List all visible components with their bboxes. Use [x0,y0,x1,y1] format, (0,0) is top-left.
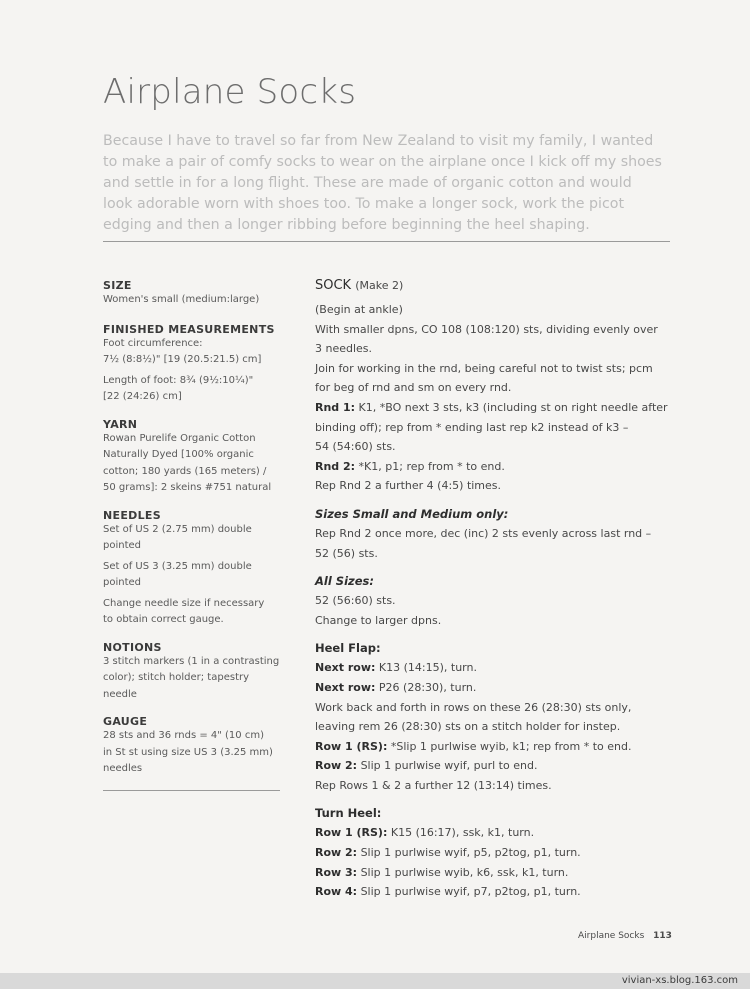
section-heading: FINISHED MEASUREMENTS [103,322,275,336]
section-heading: YARN [103,417,138,431]
spec-line: cotton; 180 yards (165 meters) / [103,465,267,477]
intro-paragraph [103,131,673,236]
divider [103,241,670,242]
instruction-line: (Begin at ankle) [315,303,403,316]
notions-section [103,641,283,704]
instruction-line: Change to larger dpns. [315,613,442,627]
instruction-line: Rep Rnd 2 once more, dec (inc) 2 sts evenly across last rnd – [315,526,652,540]
row-text: *K1, p1; rep from * to end. [355,459,505,473]
spec-line: 50 grams]: 2 skeins #751 natural [103,482,272,493]
row-label: Row 1 (RS): [315,739,388,753]
instruction-line: 52 (56:60) sts. [315,594,396,608]
intro-line: Because I have to travel so far from New Zealand to visit my family, I wanted [103,133,654,149]
subsection-heading: All Sizes: [315,574,374,589]
instruction-line: binding off); rep from * ending last rep k2 instead of k3 – [315,420,629,434]
instruction-line [315,882,675,902]
instruction-line [315,658,675,678]
running-title: Airplane Socks [578,931,645,941]
section-heading: SOCK [315,278,352,293]
instruction-line: Join for working in the rnd, being careful not to twist sts; pcm [315,361,653,375]
row-text: K1, *BO next 3 sts, k3 (including st on right needle after [355,400,668,414]
spec-line: [22 (24:26) cm] [103,391,182,402]
row-label: Next row: [315,680,376,694]
row-text: *Slip 1 purlwise wyib, k1; rep from * to end. [387,739,632,753]
row-label: Row 3: [315,865,358,879]
spec-line: 7½ (8:8½)" [19 (20.5:21.5) cm] [103,354,262,365]
row-text: Slip 1 purlwise wyif, p5, p2tog, p1, turn. [357,846,581,860]
section-heading: NEEDLES [103,508,161,522]
heading-note: (Make 2) [355,279,404,292]
spec-line: to obtain correct gauge. [103,614,224,625]
instruction-line [315,737,675,757]
spec-line: Length of foot: 8¾ (9½:10¼)" [103,374,254,386]
spec-line: Set of US 3 (3.25 mm) double [103,560,252,572]
section-heading: GAUGE [103,715,148,728]
instruction-line [315,843,675,863]
spec-line: Change needle size if necessary [103,597,265,609]
finished-measurements-section [103,323,283,406]
instruction-line [315,756,675,776]
watermark: vivian-xs.blog.163.com [621,975,738,986]
row-text: K15 (16:17), ssk, k1, turn. [387,826,535,840]
specs-column [103,279,283,778]
instruction-line: Work back and forth in rows on these 26 (28:30) sts only, [315,700,632,714]
spec-line: in St st using size US 3 (3.25 mm) [103,746,273,758]
instruction-line [315,823,675,843]
instruction-line: Rep Rows 1 & 2 a further 12 (13:14) times. [315,778,552,792]
instructions-column [315,276,675,902]
row-label: Rnd 1: [315,400,356,414]
row-text: Slip 1 purlwise wyif, purl to end. [357,759,538,773]
sock-heading [315,276,675,296]
spec-line: needles [103,763,143,774]
row-text: Slip 1 purlwise wyif, p7, p2tog, p1, turn. [357,885,581,899]
instruction-line: leaving rem 26 (28:30) sts on a stitch holder for instep. [315,720,621,734]
row-label: Row 4: [315,885,358,899]
section-heading: SIZE [103,279,132,292]
instruction-line: 52 (56) sts. [315,546,378,560]
instruction-line: for beg of rnd and sm on every rnd. [315,381,512,395]
section-heading: NOTIONS [103,640,162,654]
needles-section [103,509,283,629]
row-label: Row 2: [315,759,358,773]
gauge-section [103,715,283,778]
instruction-line [315,863,675,883]
intro-line: look adorable worn with shoes too. To make a longer sock, work the picot [103,196,625,212]
spec-line: Rowan Purelife Organic Cotton [103,432,256,444]
row-label: Rnd 2: [315,459,356,473]
subsection-heading: Sizes Small and Medium only: [315,506,509,521]
row-label: Row 1 (RS): [315,826,388,840]
spec-line: pointed [103,540,142,551]
spec-line: Women's small (medium:large) [103,294,260,305]
subsection-heading: Turn Heel: [315,806,382,821]
instruction-line: 3 needles. [315,342,373,356]
instruction-line [315,678,675,698]
spec-line: color); stitch holder; tapestry [103,672,250,683]
instruction-line: With smaller dpns, CO 108 (108:120) sts, dividing evenly over [315,322,658,336]
intro-line: to make a pair of comfy socks to wear on the airplane once I kick off my shoes [103,154,662,170]
row-text: P26 (28:30), turn. [375,680,477,694]
instruction-line: 54 (54:60) sts. [315,440,396,454]
spec-line: 28 sts and 36 rnds = 4" (10 cm) [103,730,264,741]
spec-line: Set of US 2 (2.75 mm) double [103,523,252,535]
row-text: Slip 1 purlwise wyib, k6, ssk, k1, turn. [357,865,569,879]
instruction-line: Rep Rnd 2 a further 4 (4:5) times. [315,479,502,493]
subsection-heading: Heel Flap: [315,641,381,656]
instruction-line [315,398,675,418]
page-number: 113 [653,931,672,941]
spec-line: Naturally Dyed [100% organic [103,449,254,460]
page-footer [578,931,672,941]
divider [103,790,280,791]
spec-line: Foot circumference: [103,337,203,349]
row-label: Next row: [315,661,376,675]
row-label: Row 2: [315,846,358,860]
page-title: Airplane Socks [103,72,357,112]
row-text: K13 (14:15), turn. [375,661,477,675]
size-section [103,279,283,309]
intro-line: edging and then a longer ribbing before beginning the heel shaping. [103,217,590,233]
spec-line: pointed [103,577,142,588]
intro-line: and settle in for a long flight. These are made of organic cotton and would [103,175,632,191]
spec-line: 3 stitch markers (1 in a contrasting [103,655,280,667]
spec-line: needle [103,688,137,700]
yarn-section [103,418,283,497]
instruction-line [315,457,675,477]
